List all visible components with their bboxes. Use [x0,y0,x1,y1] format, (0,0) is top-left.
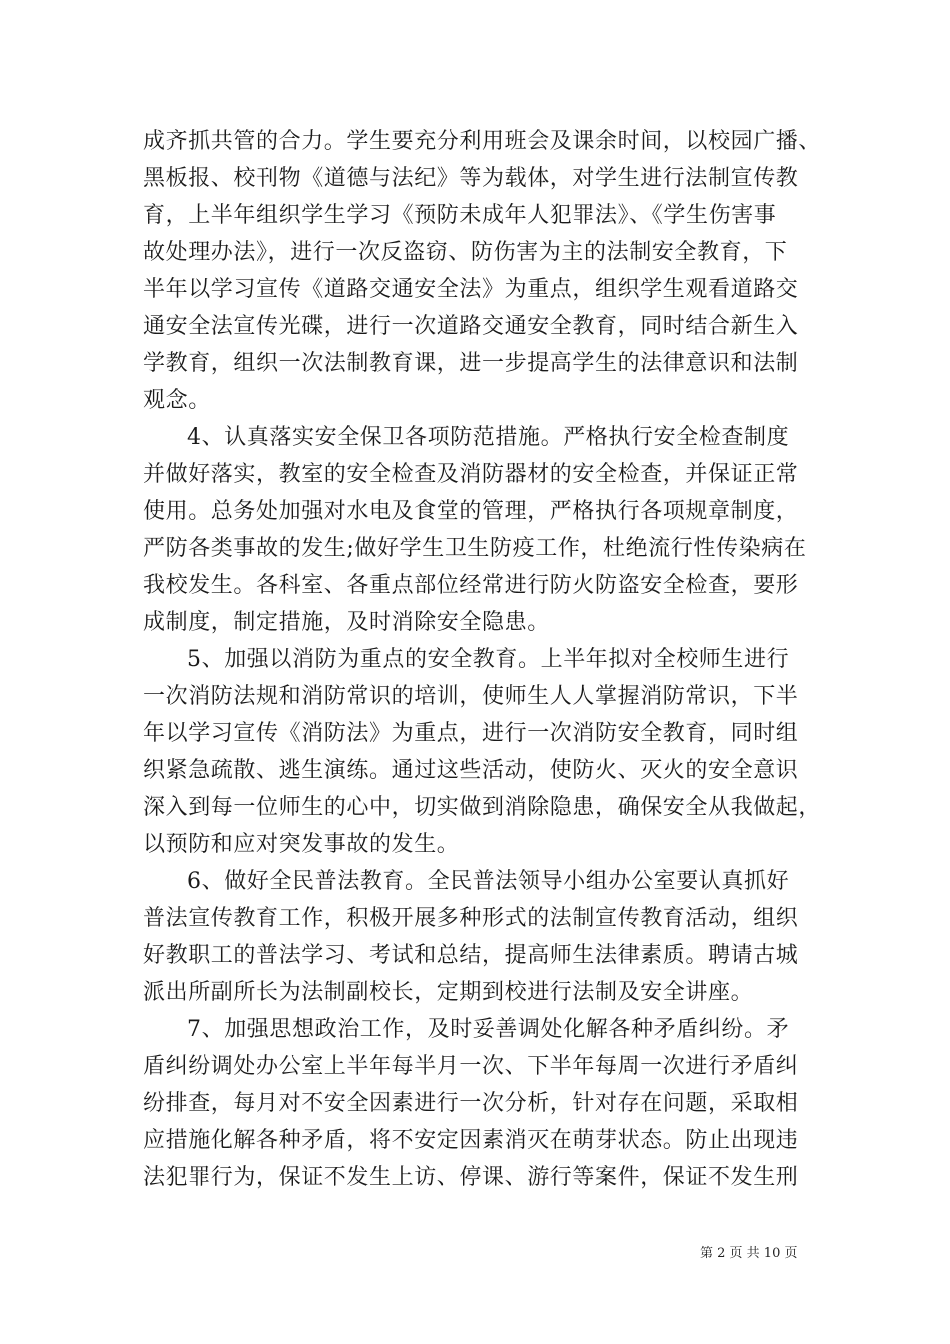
text-line: 故处理办法》，进行一次反盗窃、防伤害为主的法制安全教育，下 [143,240,788,265]
text-line: 育，上半年组织学生学习《预防未成年人犯罪法》、《学生伤害事 [143,203,777,228]
text-line: 普法宣传教育工作，积极开展多种形式的法制宣传教育活动，组织 [143,906,799,931]
text-line: 半年以学习宣传《道路交通安全法》为重点，组织学生观看道路交 [143,277,799,302]
paragraph-7-first-line: 7、加强思想政治工作，及时妥善调处化解各种矛盾纠纷。矛 [187,1017,790,1042]
text-line: 纷排查，每月对不安全因素进行一次分析，针对存在问题，采取相 [143,1091,799,1116]
text-line: 严防各类事故的发生;做好学生卫生防疫工作，杜绝流行性传染病在 [143,536,807,561]
paragraph-6-first-line: 6、做好全民普法教育。全民普法领导小组办公室要认真抓好 [187,869,790,894]
text-line: 观念。 [143,388,211,413]
text-line: 织紧急疏散、逃生演练。通过这些活动，使防火、灭火的安全意识 [143,758,799,783]
text-line: 通安全法宣传光碟，进行一次道路交通安全教育，同时结合新生入 [143,314,799,339]
text-line: 应措施化解各种矛盾，将不安定因素消灭在萌芽状态。防止出现违 [143,1128,799,1153]
text-line: 深入到每一位师生的心中，切实做到消除隐患，确保安全从我做起， [143,795,822,820]
text-line: 我校发生。各科室、各重点部位经常进行防火防盗安全检查，要形 [143,573,799,598]
text-line: 法犯罪行为，保证不发生上访、停课、游行等案件，保证不发生刑 [143,1165,799,1190]
text-line: 并做好落实，教室的安全检查及消防器材的安全检查，并保证正常 [143,462,799,487]
text-line: 成制度，制定措施，及时消除安全隐患。 [143,610,550,635]
text-line: 年以学习宣传《消防法》为重点，进行一次消防安全教育，同时组 [143,721,799,746]
text-line: 派出所副所长为法制副校长，定期到校进行法制及安全讲座。 [143,980,754,1005]
text-line: 成齐抓共管的合力。学生要充分利用班会及课余时间，以校园广播、 [143,129,822,154]
text-line: 一次消防法规和消防常识的培训，使师生人人掌握消防常识，下半 [143,684,799,709]
paragraph-5-first-line: 5、加强以消防为重点的安全教育。上半年拟对全校师生进行 [187,647,790,672]
text-line: 黑板报、校刊物《道德与法纪》等为载体，对学生进行法制宣传教 [143,166,799,191]
text-line: 使用。总务处加强对水电及食堂的管理，严格执行各项规章制度， [143,499,799,524]
page-number: 第 2 页 共 10 页 [700,1246,798,1261]
paragraph-4-first-line: 4、认真落实安全保卫各项防范措施。严格执行安全检查制度 [187,425,790,450]
text-line: 盾纠纷调处办公室上半年每半月一次、下半年每周一次进行矛盾纠 [143,1054,799,1079]
text-line: 以预防和应对突发事故的发生。 [143,832,460,857]
text-line: 学教育，组织一次法制教育课，进一步提高学生的法律意识和法制 [143,351,799,376]
text-line: 好教职工的普法学习、考试和总结，提高师生法律素质。聘请古城 [143,943,799,968]
